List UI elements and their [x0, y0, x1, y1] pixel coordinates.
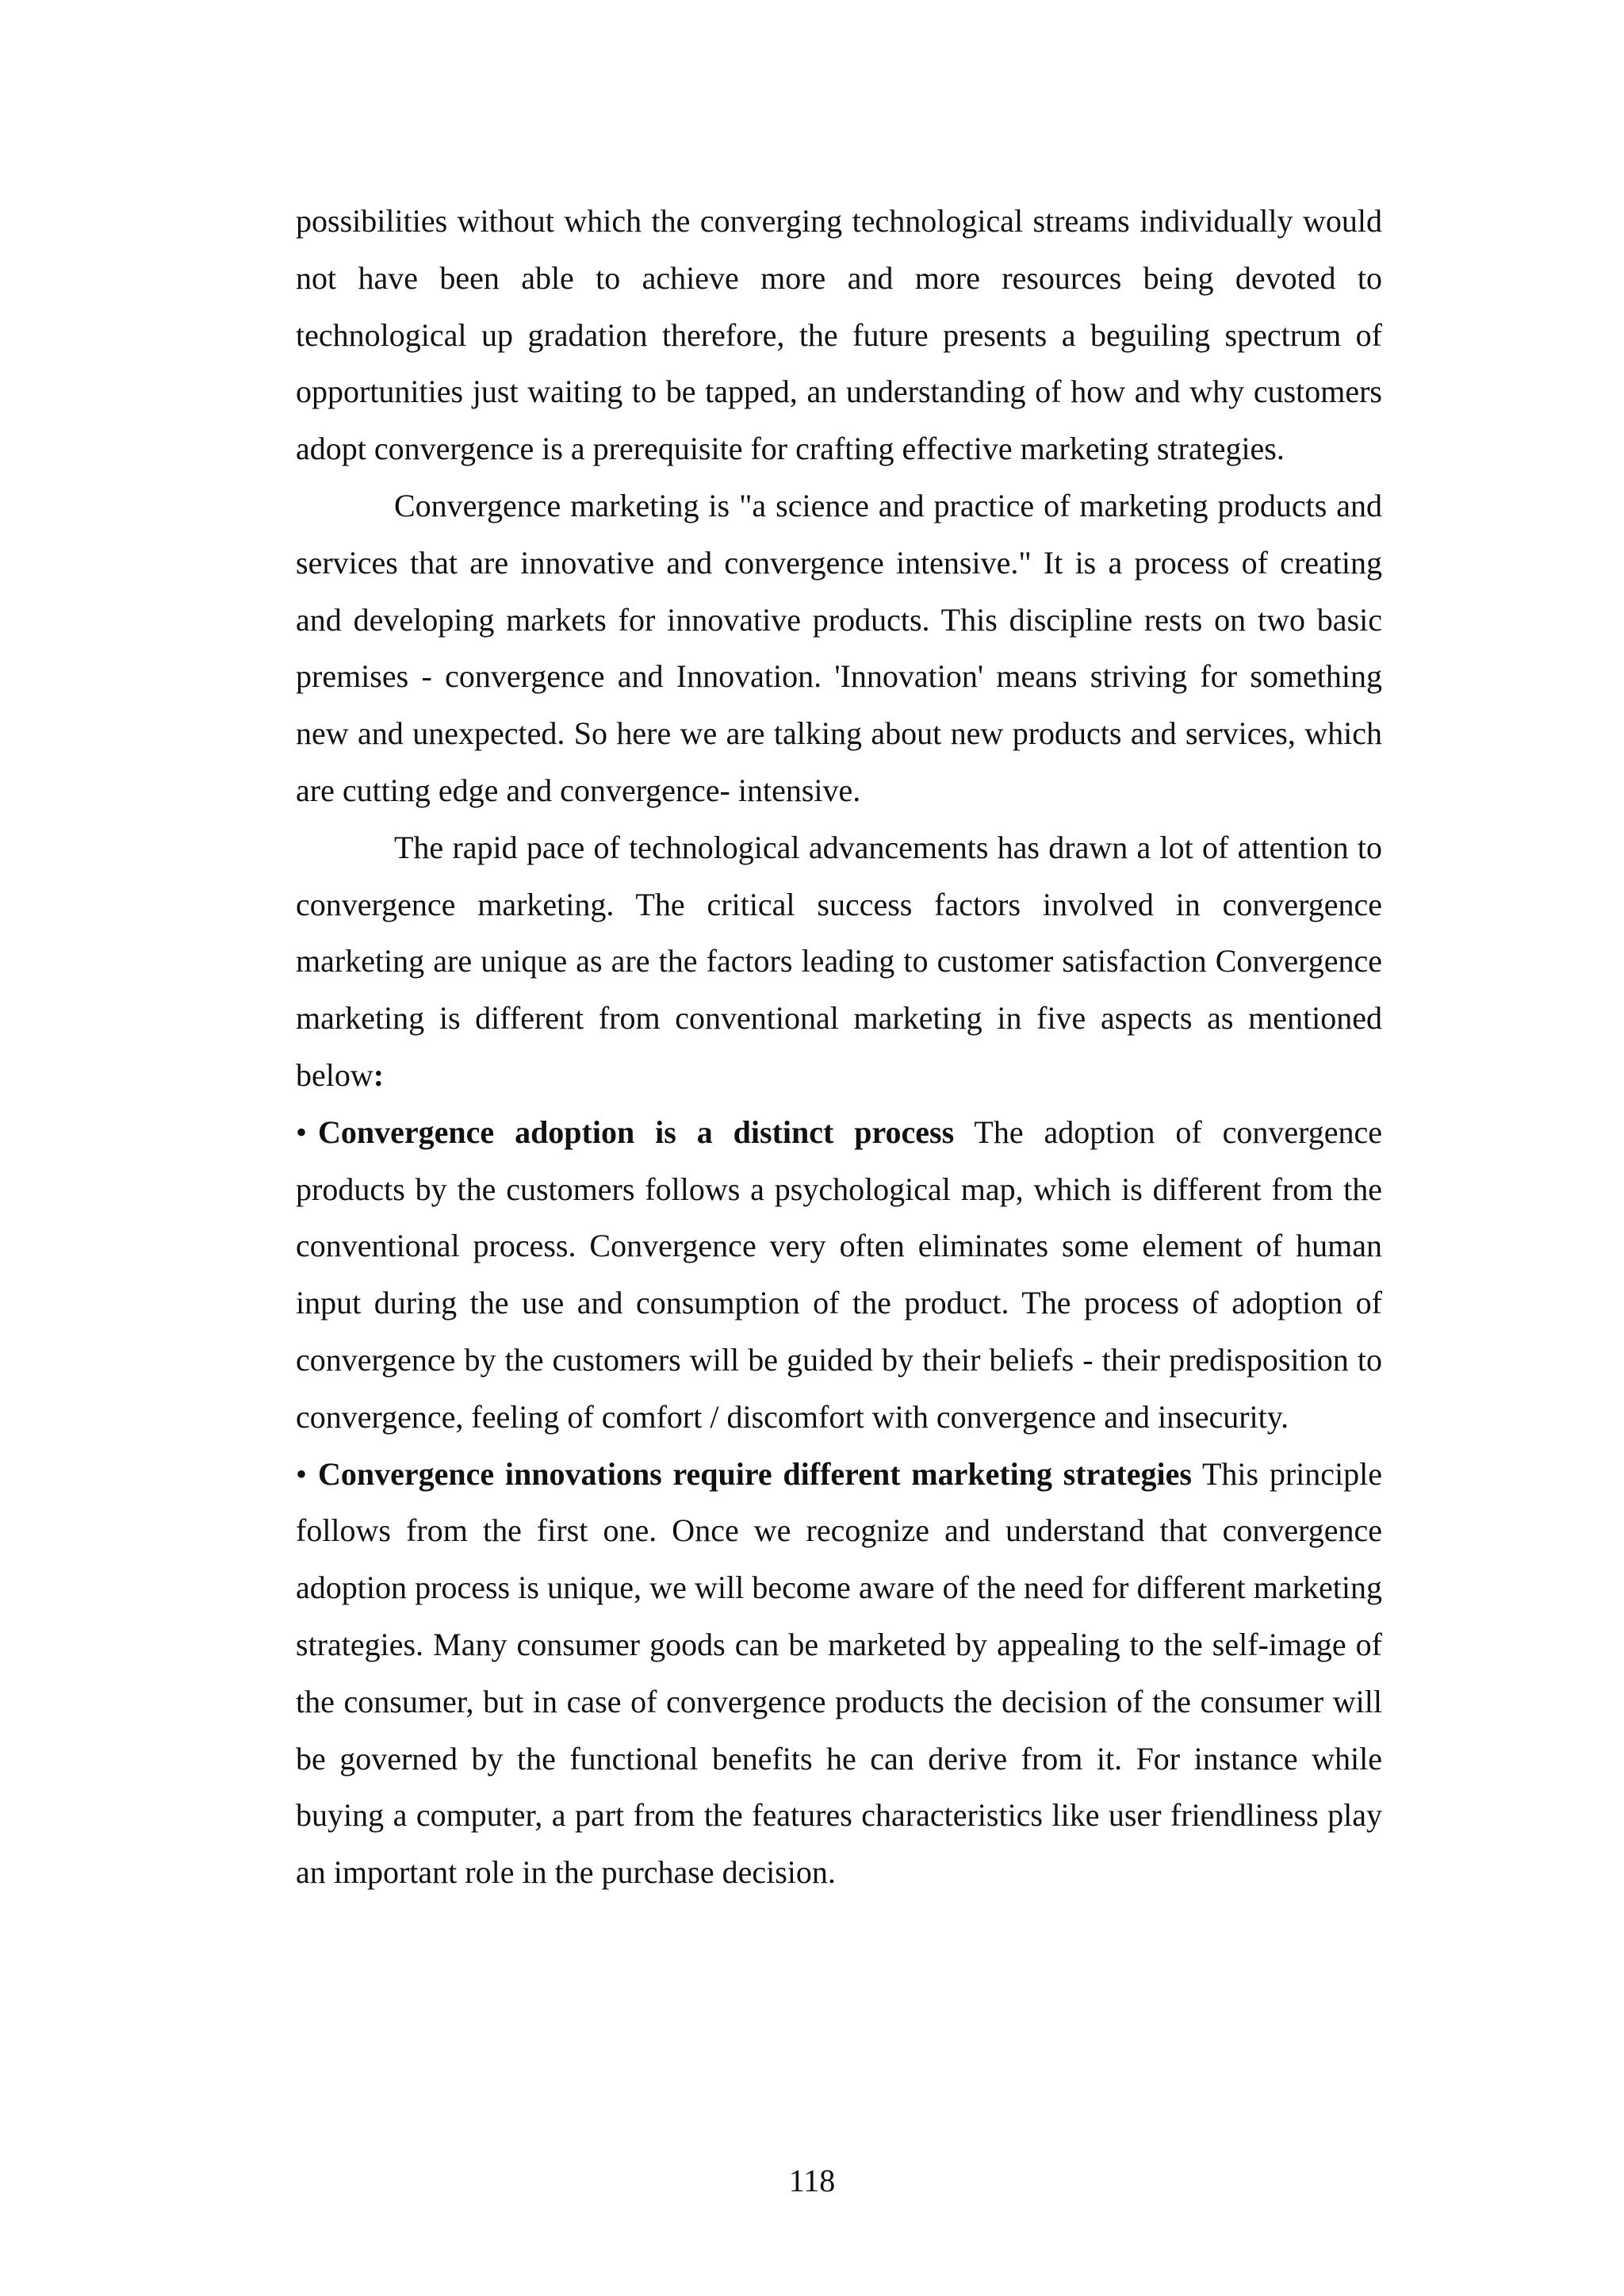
page-number: 118 [788, 2163, 836, 2198]
bullet-text: The adoption of convergence products by the customers follows a psychological map, which is different from the conventional process. Convergence very often eliminates some element of human input during the use and consumption of the product. The process of adoption of convergence by the customers will be guided by their beliefs - their predisposition to convergence, feeling of comfort / discomfort with convergence and insecurity. [296, 1114, 1382, 1435]
bullet-item-marketing-strategies [296, 1446, 1382, 1901]
bullet-marker: • [296, 1114, 308, 1150]
bullet-heading: Convergence innovations require different marketing strategies [318, 1455, 1192, 1492]
paragraph-colon: : [373, 1056, 385, 1093]
paragraph-convergence-marketing-definition: Convergence marketing is "a science and practice of marketing products and services that are innovative and convergence intensive." It is a process of creating and developing markets for innovative products. This discipline rests on two basic premises - convergence and Innovation. 'Innovation' means striving for something new and unexpected. So here we are talking about new products and services, which are cutting edge and convergence- intensive. [296, 487, 1382, 808]
paragraph-technological-advancements-text: The rapid pace of technological advancements has drawn a lot of attention to convergence marketing. The critical success factors involved in convergence marketing are unique as are the factors leading to customer satisfaction Convergence marketing is different from conventional marketing in five aspects as mentioned below [296, 829, 1382, 1093]
paragraph-continuation: possibilities without which the converging technological streams individually would not have been able to achieve more and more resources being devoted to technological up gradation therefore, the future presents a beguiling spectrum of opportunities just waiting to be tapped, an understanding of how and why customers adopt convergence is a prerequisite for crafting effective marketing strategies. [296, 203, 1382, 467]
bullet-item-adoption-process [296, 1104, 1382, 1446]
bullet-heading: Convergence adoption is a distinct process [318, 1114, 955, 1150]
bullet-text: This principle follows from the first one. Once we recognize and understand that convergence adoption process is unique, we will become aware of the need for different marketing strategies. Many consumer goods can be marketed by appealing to the self-image of the consumer, but in case of convergence products the decision of the consumer will be governed by the functional benefits he can derive from it. For instance while buying a computer, a part from the features characteristics like user friendliness play an important role in the purchase decision. [296, 1455, 1382, 1891]
body-text [296, 193, 1382, 1901]
paragraph-technological-advancements [296, 819, 1382, 1104]
bullet-marker: • [296, 1455, 308, 1492]
